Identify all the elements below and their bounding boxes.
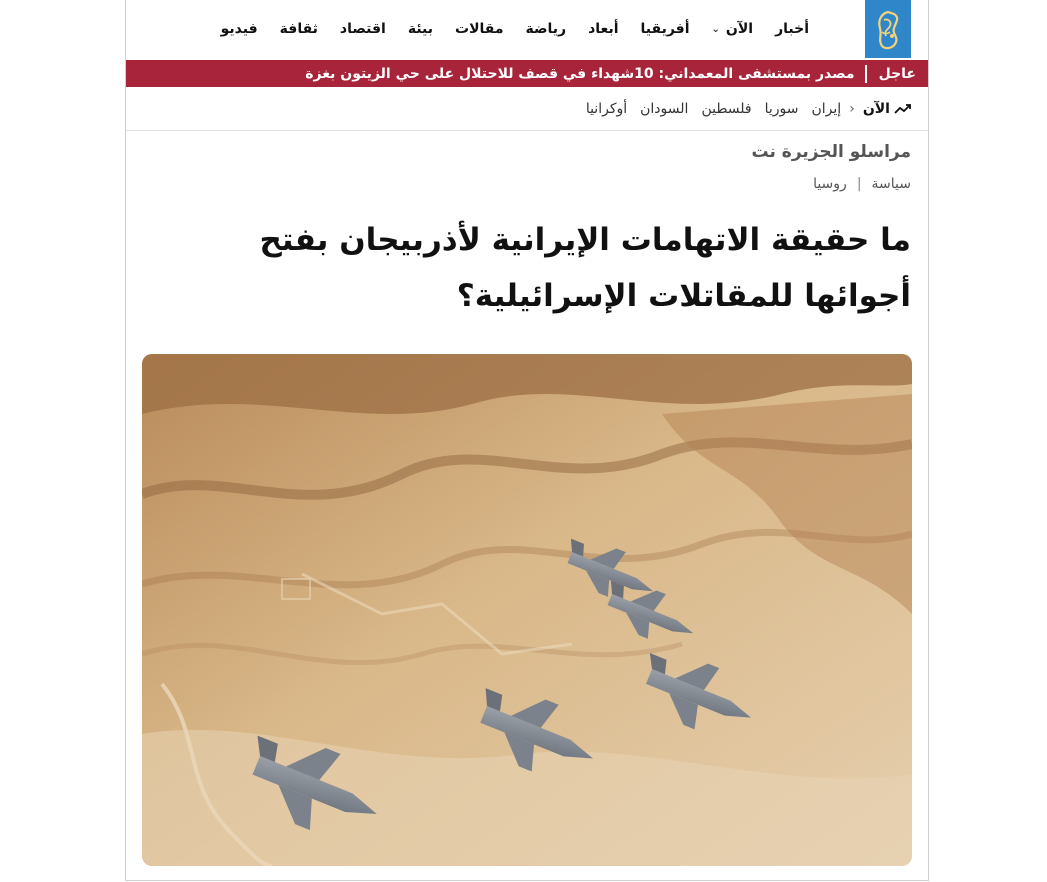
article-categories	[813, 176, 911, 192]
trending-bar	[126, 88, 928, 131]
nav-item-economy[interactable]: اقتصاد	[339, 21, 386, 37]
trending-head	[863, 101, 912, 117]
chevron-down-icon: ⌄	[711, 23, 720, 35]
nav-item-news[interactable]: أخبار	[775, 21, 809, 37]
nav-item-video[interactable]: فيديو	[220, 21, 258, 37]
headline-line-1: ما حقيقة الاتهامات الإيرانية لأذربيجان بفتح	[259, 222, 911, 258]
trending-label: الآن	[862, 101, 890, 117]
nav-item-dimensions[interactable]: أبعاد	[588, 21, 619, 37]
nav-item-culture[interactable]: ثقافة	[279, 21, 318, 37]
nav-item-sports[interactable]: رياضة	[525, 21, 567, 37]
category-russia[interactable]: روسيا	[813, 176, 847, 192]
trend-tag-iran[interactable]: إيران	[811, 101, 842, 117]
trend-tag-sudan[interactable]: السودان	[640, 101, 689, 117]
top-nav	[126, 0, 928, 58]
breaking-news-bar[interactable]	[126, 60, 928, 87]
nav-item-environment[interactable]: بيئة	[407, 21, 434, 37]
nav-item-now[interactable]	[701, 21, 765, 37]
breaking-label: عاجل	[865, 65, 928, 83]
nav-item-opinion[interactable]: مقالات	[455, 21, 504, 37]
headline-line-2: أجوائها للمقاتلات الإسرائيلية؟	[456, 278, 911, 314]
aljazeera-logo-icon	[870, 6, 906, 52]
trend-tag-syria[interactable]: سوريا	[764, 101, 799, 117]
hero-image-desert-jets	[142, 354, 912, 866]
hero-image[interactable]	[142, 354, 912, 866]
trend-tag-ukraine[interactable]: أوكرانيا	[585, 101, 628, 117]
nav-item-now-label: الآن	[725, 21, 754, 37]
category-separator: |	[856, 176, 862, 192]
nav-item-africa[interactable]: أفريقيا	[640, 21, 690, 37]
chevron-left-icon: ‹	[849, 101, 855, 117]
breaking-text[interactable]: مصدر بمستشفى المعمداني: 10شهداء في قصف للاحتلال على حي الزيتون بغزة	[305, 65, 855, 82]
article-headline	[151, 212, 911, 324]
aljazeera-logo[interactable]	[865, 0, 911, 58]
main-nav	[210, 0, 820, 58]
article-author[interactable]: مراسلو الجزيرة نت	[751, 142, 911, 162]
trending-up-icon	[894, 103, 912, 115]
trend-tag-palestine[interactable]: فلسطين	[701, 101, 752, 117]
page-frame	[125, 0, 929, 881]
category-politics[interactable]: سياسة	[871, 176, 911, 192]
